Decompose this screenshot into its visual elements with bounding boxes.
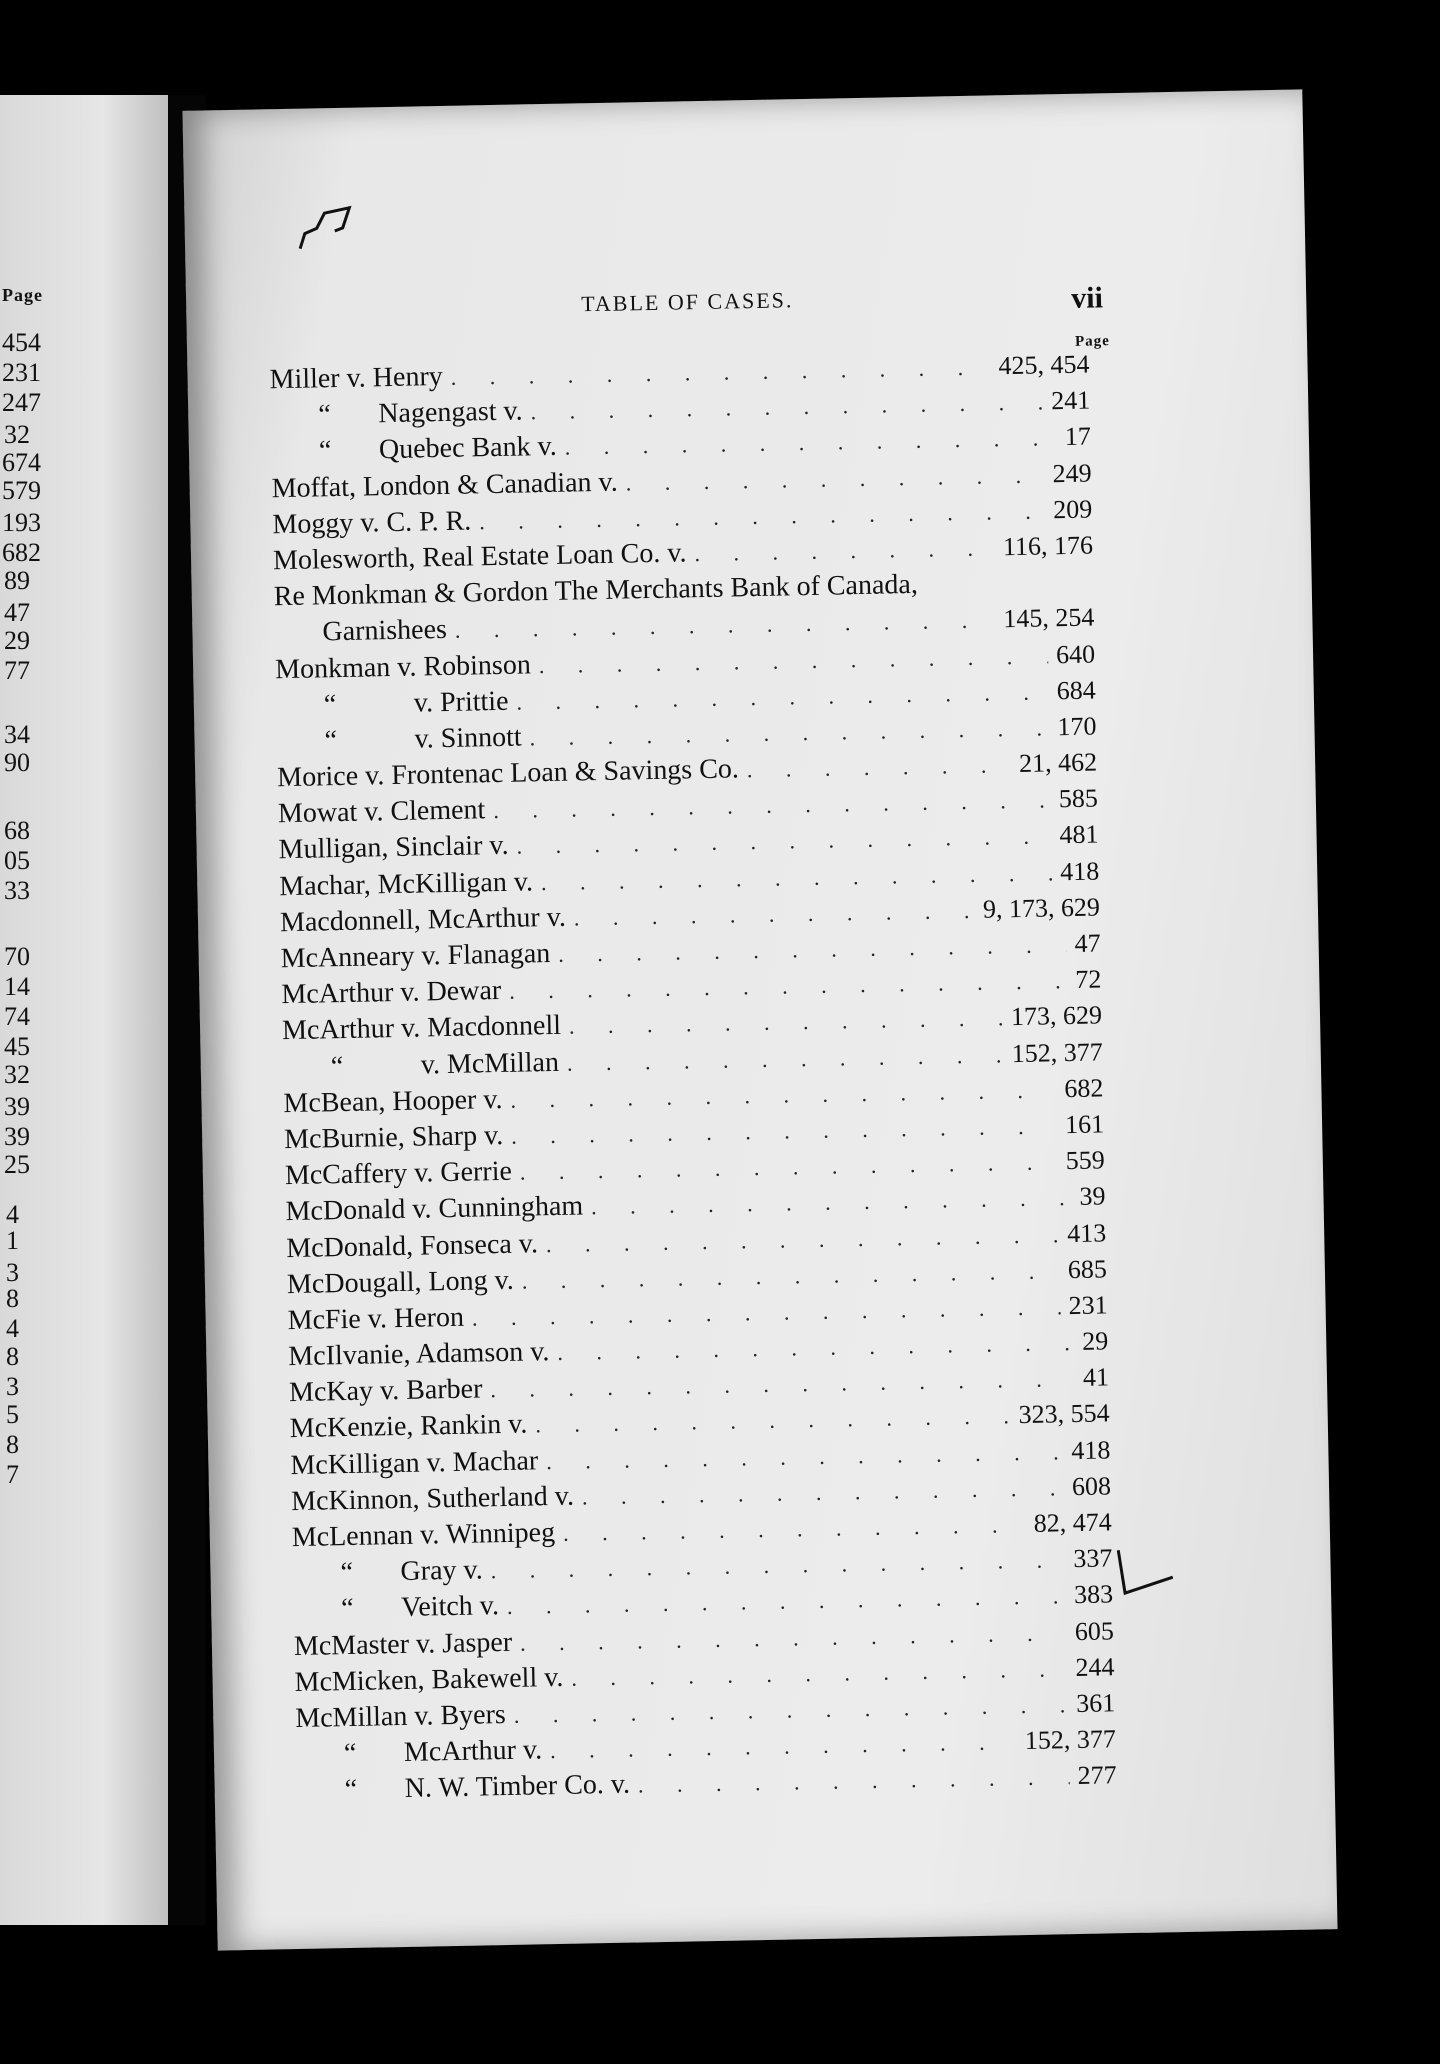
dot-leader (567, 1042, 1004, 1076)
case-title: Quebec Bank v. (378, 431, 558, 466)
case-title: v. Prittie (413, 685, 509, 719)
dot-leader (574, 898, 976, 932)
facing-page-number: 77 (4, 656, 30, 685)
facing-page-number: 14 (4, 972, 30, 1001)
case-title: McArthur v. (403, 1734, 543, 1769)
case-pages: 323, 554 (1018, 1398, 1110, 1430)
case-title: McMicken, Bakewell v. (294, 1661, 564, 1698)
case-name (294, 1662, 563, 1699)
dot-leader (546, 1222, 1060, 1258)
case-title: Re Monkman & Gordon The Merchants Bank of Canada, (273, 569, 919, 613)
case-title: Veitch v. (400, 1590, 500, 1624)
facing-page-number: 39 (4, 1092, 30, 1121)
facing-page-number: 25 (4, 1150, 30, 1179)
case-pages: 231 (1068, 1290, 1108, 1321)
dot-leader (493, 788, 1051, 825)
case-name (290, 1445, 538, 1482)
facing-page-number: 39 (4, 1122, 30, 1151)
facing-page-number: 8 (6, 1430, 19, 1459)
case-pages: 72 (1075, 964, 1102, 995)
case-list (269, 349, 1117, 1812)
case-pages: 418 (1071, 1434, 1111, 1465)
case-name (285, 1191, 583, 1229)
case-name (276, 721, 522, 758)
case-name (296, 1734, 543, 1771)
case-title: Mulligan, Sinclair v. (278, 830, 509, 866)
case-title: N. W. Timber Co. v. (404, 1768, 631, 1805)
case-pages: 249 (1052, 458, 1092, 488)
dot-leader (569, 1006, 1004, 1040)
dot-leader (550, 1729, 1017, 1764)
case-name (272, 505, 471, 541)
dot-leader (546, 1439, 1064, 1475)
facing-page-number: 247 (2, 388, 41, 417)
pencil-tick-icon (1110, 1547, 1181, 1603)
facing-page-number: 231 (2, 358, 41, 387)
facing-page-number: 90 (4, 748, 30, 777)
case-pages: 608 (1071, 1471, 1112, 1501)
dot-leader (514, 1692, 1069, 1729)
case-title: McBurnie, Sharp v. (283, 1119, 504, 1156)
ditto-mark: “ (318, 435, 332, 467)
dot-leader (516, 679, 1049, 715)
case-title: McMillan v. Byers (295, 1698, 507, 1734)
case-pages: 685 (1067, 1254, 1108, 1284)
facing-page-number: 05 (4, 846, 30, 875)
case-pages: 559 (1065, 1145, 1106, 1176)
case-name (283, 1084, 503, 1120)
case-title: Machar, McKilligan v. (279, 865, 534, 902)
case-title: Gray v. (400, 1554, 483, 1588)
dot-leader (591, 1185, 1072, 1220)
case-title: Monkman v. Robinson (274, 648, 532, 685)
dot-leader (451, 354, 991, 390)
case-name (295, 1699, 506, 1735)
page-title: TABLE OF CASES. (580, 287, 794, 317)
case-pages: 277 (1077, 1760, 1117, 1791)
case-title: McDougall, Long v. (286, 1264, 515, 1300)
dot-leader (582, 1475, 1065, 1510)
case-pages: 29 (1081, 1326, 1109, 1356)
case-title: McKay v. Barber (288, 1373, 483, 1409)
case-name (280, 902, 566, 939)
ditto-mark: “ (340, 1593, 354, 1625)
dot-leader (557, 1330, 1074, 1366)
case-pages: 241 (1050, 385, 1091, 416)
case-title: McKilligan v. Machar (290, 1444, 539, 1481)
case-pages: 209 (1052, 494, 1093, 525)
case-title: Morice v. Frontenac Loan & Savings Co. (276, 753, 740, 794)
case-title: McKenzie, Rankin v. (289, 1408, 528, 1445)
case-pages: 161 (1064, 1109, 1105, 1140)
facing-page-number: 33 (4, 876, 30, 905)
case-pages: 684 (1056, 675, 1096, 705)
case-pages: 17 (1064, 421, 1092, 452)
case-name (276, 685, 509, 721)
case-name (279, 866, 533, 903)
case-pages: 585 (1058, 783, 1099, 814)
case-title: Moffat, London & Canadian v. (271, 466, 618, 504)
page-column-label: Page (1074, 333, 1111, 350)
case-title: McDonald, Fonseca v. (285, 1227, 539, 1264)
case-pages: 418 (1059, 856, 1100, 886)
dot-leader (539, 643, 1049, 679)
facing-page-label: Page (2, 285, 43, 305)
case-title: Macdonnell, McArthur v. (279, 901, 567, 939)
dot-leader (563, 1512, 1026, 1547)
facing-page-number: 3 (6, 1258, 19, 1287)
case-name (292, 1517, 556, 1554)
dot-leader (565, 426, 1058, 461)
case-name (280, 938, 550, 975)
dot-leader (479, 498, 1045, 535)
case-name (284, 1120, 504, 1156)
facing-page-number: 8 (6, 1342, 19, 1371)
case-pages: 383 (1073, 1579, 1114, 1610)
case-title: Mowat v. Clement (277, 794, 486, 830)
dot-leader (558, 932, 1067, 968)
case-title: McIlvanie, Adamson v. (288, 1336, 550, 1373)
dot-leader (472, 1294, 1061, 1331)
facing-page-number: 454 (2, 328, 41, 357)
ditto-mark: “ (343, 1738, 357, 1770)
facing-page-number: 74 (4, 1002, 30, 1031)
dot-leader (455, 608, 996, 644)
case-pages: 413 (1066, 1217, 1107, 1248)
ditto-mark: “ (340, 1557, 354, 1589)
facing-page-number: 8 (6, 1284, 19, 1313)
dot-leader (509, 968, 1068, 1005)
ditto-mark: “ (323, 688, 337, 720)
case-title: Garnishees (322, 614, 448, 648)
case-name (289, 1374, 483, 1410)
case-title: McFie v. Heron (287, 1301, 465, 1336)
facing-page-number: 3 (6, 1372, 19, 1401)
case-title: v. Sinnott (414, 721, 522, 755)
case-title: McKinnon, Sutherland v. (290, 1480, 575, 1517)
case-title: Miller v. Henry (269, 360, 444, 396)
pencil-mark-icon (294, 202, 375, 264)
facing-page-number: 70 (4, 942, 30, 971)
case-name (269, 361, 443, 396)
case-name (271, 466, 618, 505)
case-name (275, 649, 531, 686)
facing-page-number: 89 (4, 566, 30, 595)
dot-leader (747, 752, 1012, 783)
facing-page-number: 193 (2, 508, 41, 537)
facing-page-number: 4 (6, 1314, 19, 1343)
case-name (293, 1590, 499, 1626)
facing-page-number: 34 (4, 720, 30, 749)
case-name (287, 1302, 464, 1337)
dot-leader (510, 1077, 1056, 1113)
case-name (286, 1228, 538, 1265)
case-pages: 47 (1074, 928, 1101, 958)
dot-leader (625, 462, 1044, 496)
facing-page-number: 45 (4, 1032, 30, 1061)
case-title: McMaster v. Jasper (293, 1626, 513, 1662)
dot-leader (490, 1366, 1075, 1403)
facing-page-number: 674 (2, 448, 41, 477)
facing-page-number: 5 (6, 1400, 19, 1429)
ditto-mark: “ (324, 724, 338, 757)
case-name (283, 1046, 560, 1083)
case-pages: 21, 462 (1018, 747, 1098, 779)
case-name (273, 537, 687, 577)
case-title: McArthur v. Dewar (281, 975, 502, 1011)
case-pages: 682 (1064, 1073, 1104, 1103)
case-name (270, 396, 523, 433)
case-name (291, 1480, 574, 1517)
ditto-mark: “ (344, 1774, 358, 1806)
case-name (278, 830, 509, 866)
case-pages: 173, 629 (1010, 1000, 1103, 1032)
facing-page-number: 682 (2, 538, 41, 567)
case-pages: 82, 474 (1033, 1507, 1112, 1538)
case-name (274, 614, 447, 649)
case-title: McDonald v. Cunningham (285, 1190, 584, 1228)
dot-leader (520, 1620, 1067, 1656)
case-name (296, 1769, 630, 1807)
case-name (271, 431, 557, 468)
case-pages: 244 (1075, 1652, 1115, 1682)
facing-page-number: 32 (4, 1060, 30, 1089)
case-pages: 9, 173, 629 (982, 892, 1101, 924)
ditto-mark: “ (318, 399, 332, 431)
dot-leader (516, 824, 1051, 860)
dot-leader (490, 1547, 1065, 1584)
dot-leader (571, 1656, 1068, 1692)
facing-page-number: 68 (4, 816, 30, 845)
dot-leader (541, 860, 1053, 896)
dot-leader (638, 1765, 1070, 1799)
case-pages: 145, 254 (1003, 602, 1095, 634)
case-title: McBean, Hooper v. (283, 1083, 503, 1119)
case-name (287, 1264, 514, 1300)
case-title: Moggy v. C. P. R. (272, 505, 472, 541)
case-name (289, 1409, 527, 1446)
case-pages: 39 (1079, 1181, 1106, 1212)
case-pages: 640 (1055, 639, 1096, 669)
case-name (282, 1010, 561, 1047)
case-title: v. McMillan (420, 1046, 560, 1081)
case-name (292, 1555, 483, 1591)
case-pages: 116, 176 (1002, 530, 1094, 562)
case-pages: 152, 377 (1011, 1036, 1103, 1068)
facing-page-number: 7 (6, 1460, 19, 1489)
facing-page-edge (0, 95, 172, 1925)
dot-leader (529, 715, 1049, 751)
case-name (288, 1336, 550, 1373)
book-page (182, 89, 1337, 1950)
facing-page-number: 4 (6, 1200, 19, 1229)
case-pages: 152, 377 (1024, 1724, 1117, 1756)
case-name (281, 975, 501, 1011)
case-name (285, 1156, 513, 1192)
case-pages: 361 (1075, 1688, 1116, 1718)
case-title: McLennan v. Winnipeg (291, 1517, 556, 1554)
case-pages: 337 (1073, 1543, 1113, 1574)
dot-leader (535, 1404, 1011, 1439)
facing-page-number: 1 (6, 1226, 19, 1255)
case-pages: 425, 454 (998, 349, 1090, 381)
case-title: McAnneary v. Flanagan (280, 938, 551, 975)
case-title: McCaffery v. Gerrie (284, 1155, 513, 1192)
case-title: McArthur v. Macdonnell (281, 1010, 562, 1047)
dot-leader (507, 1584, 1067, 1621)
case-name (278, 794, 486, 830)
case-pages: 605 (1074, 1615, 1115, 1646)
case-pages: 170 (1057, 711, 1097, 742)
case-name (294, 1626, 513, 1662)
dot-leader (511, 1113, 1057, 1149)
facing-page-number: 29 (4, 626, 30, 655)
case-title: Molesworth, Real Estate Loan Co. v. (272, 537, 687, 577)
facing-page-number: 47 (4, 598, 30, 627)
dot-leader (520, 1149, 1058, 1185)
dot-leader (530, 390, 1043, 426)
facing-page-number: 579 (2, 476, 41, 505)
dot-leader (694, 535, 995, 567)
ditto-mark: “ (330, 1050, 344, 1082)
case-pages: 41 (1082, 1362, 1110, 1393)
case-pages: 481 (1059, 819, 1099, 850)
facing-page-number: 32 (4, 420, 30, 449)
dot-leader (522, 1258, 1061, 1294)
case-title: Nagengast v. (377, 395, 523, 430)
page-number: vii (1070, 281, 1104, 315)
